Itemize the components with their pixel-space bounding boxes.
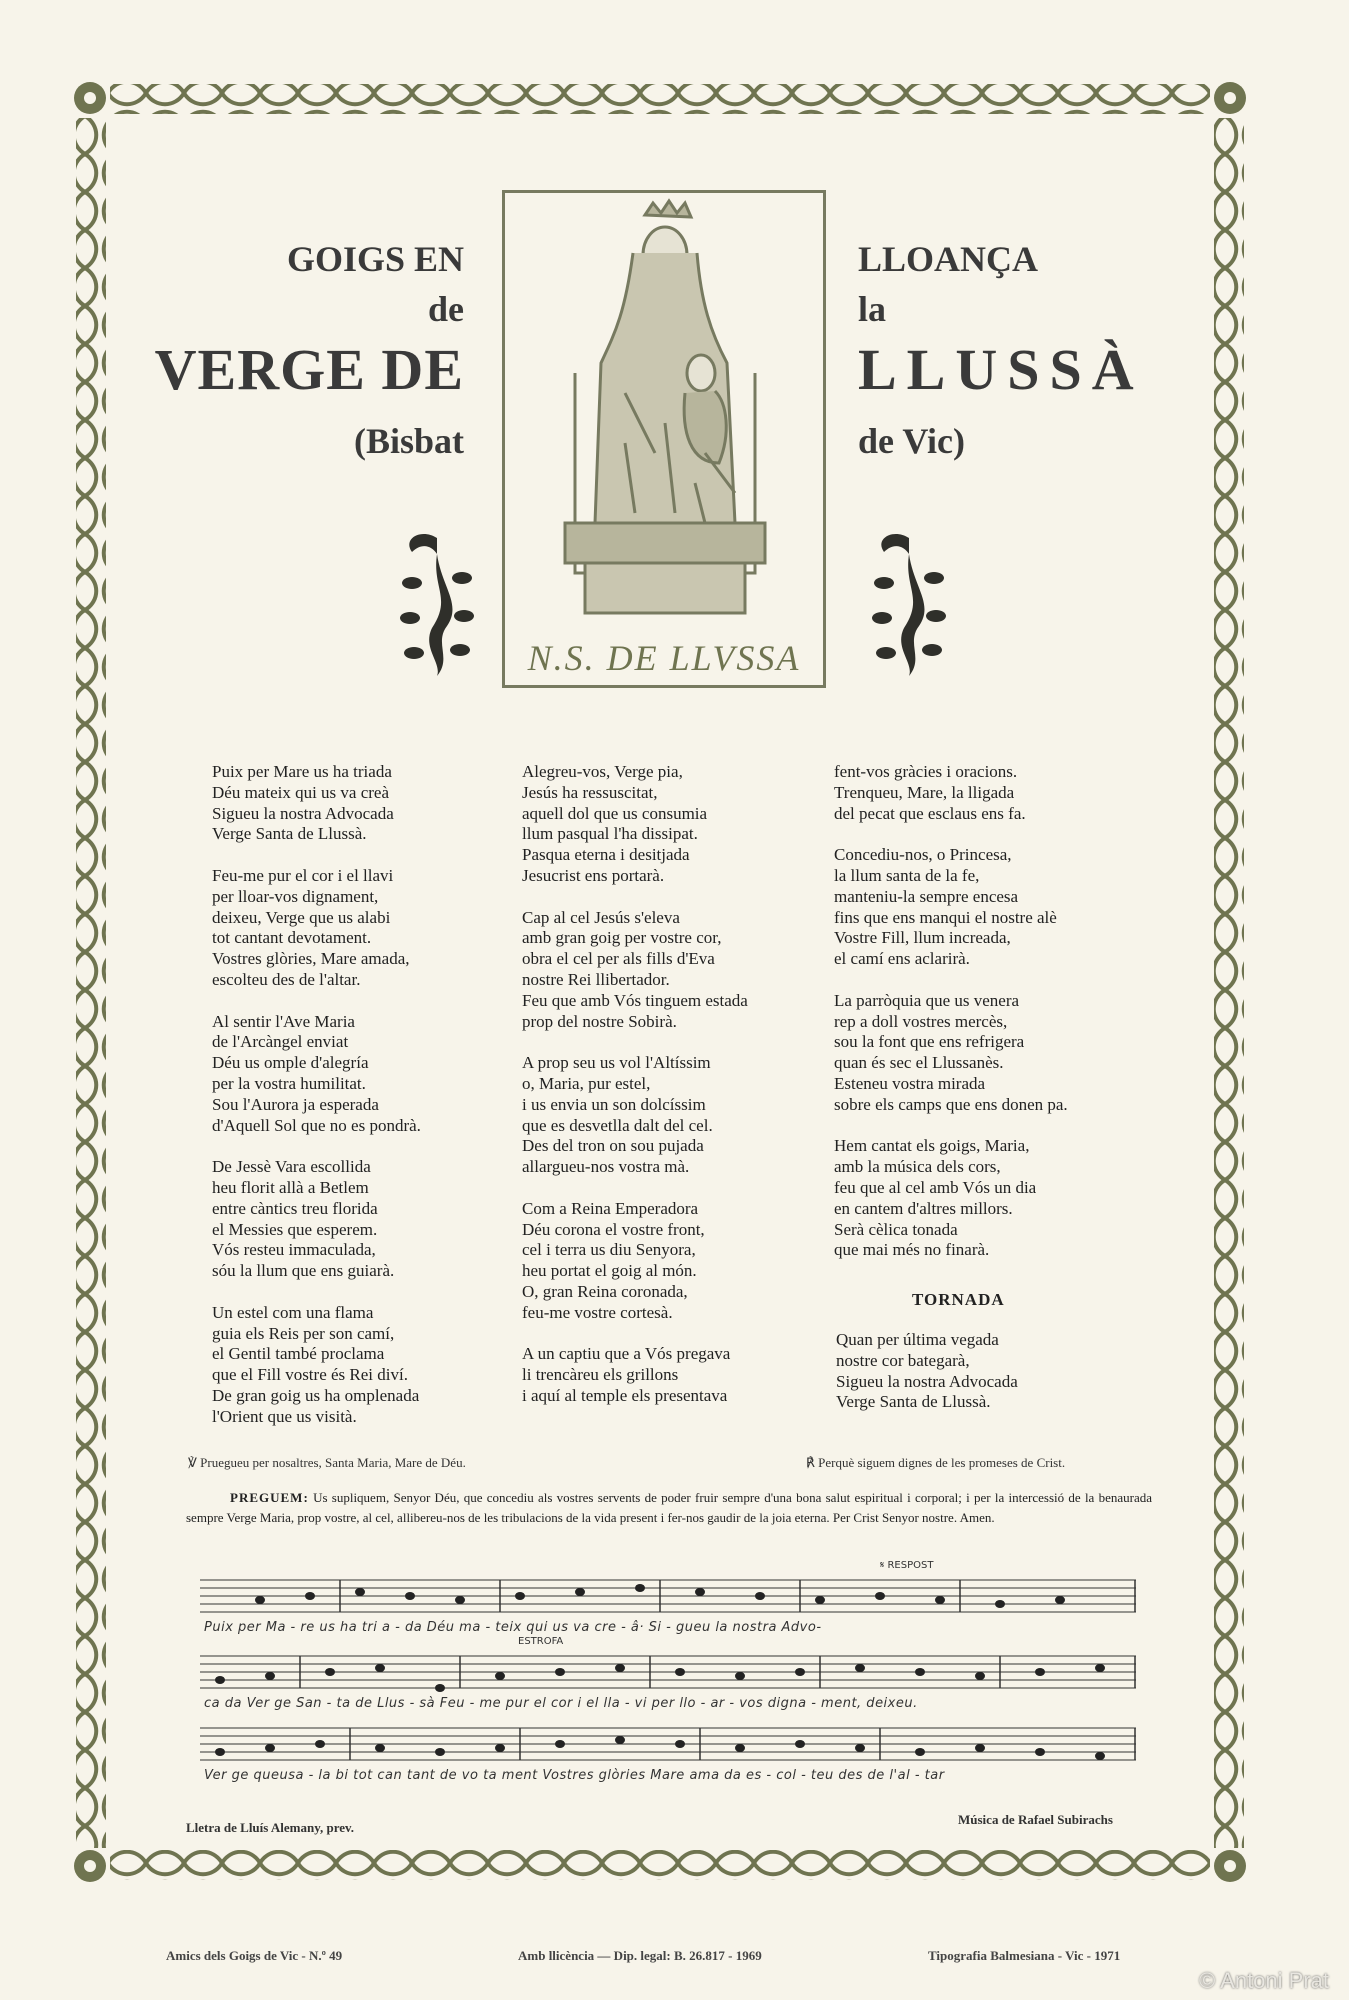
- title-right-line1: LLOANÇA: [858, 239, 1039, 279]
- lyrics-line-2: ca da Ver ge San - ta de Llus - sà Feu - me pur el cor i el lla - vi per llo - ar - vos digna - ment, deixeu.: [204, 1696, 918, 1711]
- lyrics-line-1: Puix per Ma - re us ha tri a - da Déu ma - teix qui us va cre - â· Si - gueu la nostra Advo-: [204, 1620, 822, 1635]
- response: ℟ Perquè siguem dignes de les promeses de Crist.: [806, 1455, 1066, 1470]
- music-staff-3: [200, 1724, 1136, 1764]
- image-caption: N.S. DE LLVSSA: [527, 638, 801, 678]
- lyrics-line-3: Ver ge queusa - la bi tot can tant de vo ta ment Vostres glòries Mare ama da es - col - teu des de l'al - tar: [204, 1768, 945, 1783]
- estrofa-label: ESTROFA: [518, 1636, 564, 1647]
- poem-column-2: Alegreu-vos, Verge pia, Jesús ha ressuscitat, aquell dol que us consumia llum pasqual l'ha dissipat. Pasqua eterna i desitjada Jesucrist ens portarà. Cap al cel Jesús s'eleva amb gran goig per vostre cor, obra el cel per als fills d'Eva nostre Rei llibertador. Feu que amb Vós tinguem estada prop del nostre Sobirà. A prop seu us vol l'Altíssim o, Maria, pur estel, i us envia un son dolcíssim que es desvetlla dalt del cel. Des del tron on sou pujada allargueu-nos vostra mà. Com a Reina Emperadora Déu corona el vostre front, cel i terra us diu Senyora, heu portat el goig al món. O, gran Reina coronada, feu-me vostre cortesà. A un captiu que a Vós pregava li trencàreu els grillons i aquí al temple els presentava: [522, 762, 748, 1405]
- title-left-line4: (Bisbat: [353, 421, 464, 461]
- title-left-line2: de: [428, 289, 464, 329]
- copyright-watermark: © Antoni Prat: [1199, 1968, 1329, 1993]
- prayer-label: PREGUEM:: [230, 1490, 309, 1505]
- title-right-line3: LLUSSÀ: [858, 337, 1144, 402]
- versicle: ℣ Pruegueu per nosaltres, Santa Maria, Mare de Déu.: [188, 1455, 466, 1470]
- virgin-woodcut-image: [502, 190, 826, 688]
- footer-center: Amb llicència — Dip. legal: B. 26.817 - 1969: [518, 1948, 762, 1963]
- tornada-heading: TORNADA: [912, 1290, 1005, 1309]
- floral-ornament-right: [864, 528, 954, 678]
- music-credit: Música de Rafael Subirachs: [958, 1812, 1113, 1827]
- tornada-text: Quan per última vegada nostre cor bategarà, Sigueu la nostra Advocada Verge Santa de Llussà.: [836, 1330, 1018, 1412]
- prayer: [186, 1488, 1152, 1528]
- music-staff-2: [200, 1652, 1136, 1692]
- title-right-line2: la: [858, 289, 887, 329]
- title-right-line4: de Vic): [858, 421, 965, 461]
- madonna-figure-illustration: [505, 193, 823, 633]
- respost-label: 𝄋 RESPOST: [880, 1560, 934, 1571]
- poem-column-3: fent-vos gràcies i oracions. Trenqueu, Mare, la lligada del pecat que esclaus ens fa. Concediu-nos, o Princesa, la llum santa de la fe, manteniu-la sempre encesa fins que ens manqui el nostre alè Vostre Fill, llum increada, el camí ens aclarirà. La parròquia que us venera rep a doll vostres mercès, sou la font que ens refrigera quan és sec el Llussanès. Esteneu vostra mirada sobre els camps que ens donen pa. Hem cantat els goigs, Maria, amb la música dels cors, feu que al cel amb Vós un dia en cantem d'altres millors. Serà cèlica tonada que mai més no finarà.: [834, 762, 1068, 1260]
- music-staff-1: [200, 1576, 1136, 1616]
- footer-left: Amics dels Goigs de Vic - N.º 49: [166, 1948, 343, 1963]
- footer-right: Tipografia Balmesiana - Vic - 1971: [928, 1948, 1121, 1963]
- poem-column-1: Puix per Mare us ha triada Déu mateix qui us va creà Sigueu la nostra Advocada Verge Santa de Llussà. Feu-me pur el cor i el llavi per lloar-vos dignament, deixeu, Verge que us alabi tot cantant devotament. Vostres glòries, Mare amada, escolteu des de l'altar. Al sentir l'Ave Maria de l'Arcàngel enviat Déu us omple d'alegría per la vostra humilitat. Sou l'Aurora ja esperada d'Aquell Sol que no es pondrà. De Jessè Vara escollida heu florit allà a Betlem entre càntics treu florida el Messies que esperem. Vós resteu immaculada, sóu la llum que ens guiarà. Un estel com una flama guia els Reis per son camí, el Gentil també proclama que el Fill vostre és Rei diví. De gran goig us ha omplenada l'Orient que us visità.: [212, 762, 421, 1426]
- floral-ornament-left: [392, 528, 482, 678]
- title-left-line1: GOIGS EN: [286, 239, 464, 279]
- prayer-text: Us supliquem, Senyor Déu, que concediu als vostres servents de poder fruir sempre d'una bona salut espiritual i corporal; i per la intercessió de la benaurada sempre Verge Maria, prop vostre, al cel, allibereu-nos de les tribulacions de la vida present i fer-nos gaudir de la joia eterna. Per Crist Senyor nostre. Amen.: [186, 1490, 1153, 1525]
- lyrics-credit: Lletra de Lluís Alemany, prev.: [186, 1820, 355, 1835]
- title-left-line3: VERGE DE: [154, 337, 464, 402]
